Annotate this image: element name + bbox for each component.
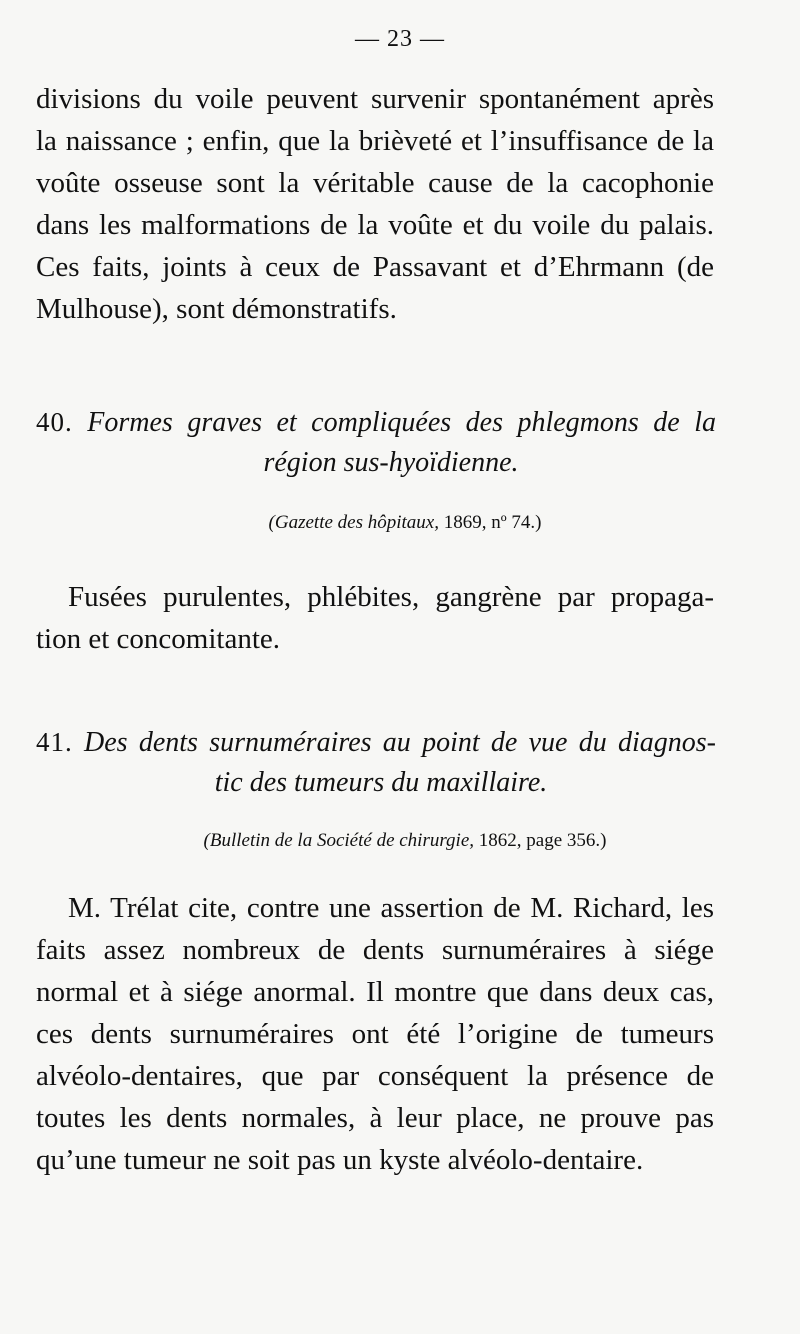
entry-title-text: Des dents surnuméraires au point de vue du diagnos-	[84, 727, 717, 758]
source-detail: 1862, page 356.)	[478, 830, 607, 851]
text-line: ces dents surnuméraires ont été l’origine de tumeurs	[36, 1018, 714, 1050]
entry-number: 40.	[36, 407, 73, 437]
entry-41-title	[36, 722, 716, 803]
text-line: la naissance ; enfin, que la brièveté et l’insuffisance de la	[36, 125, 714, 157]
continuation-paragraph	[36, 78, 714, 330]
text-line: Mulhouse), sont démonstratifs.	[36, 293, 397, 325]
entry-number: 41.	[36, 727, 73, 757]
source-title: (Gazette des hôpitaux,	[268, 512, 439, 533]
entry-40-title	[36, 402, 716, 483]
text-line: voûte osseuse sont la véritable cause de la cacophonie	[36, 167, 714, 199]
entry-title-line: région sus-hyoïdienne.	[263, 447, 519, 478]
text-line: tion et concomitante.	[36, 623, 281, 655]
entry-41-source	[0, 830, 800, 852]
text-line: alvéolo-dentaires, que par conséquent la présence de	[36, 1060, 714, 1092]
source-detail: 1869, nº 74.)	[443, 512, 542, 533]
text-line: divisions du voile peuvent survenir spontanément après	[36, 83, 714, 115]
entry-40-paragraph	[36, 576, 714, 660]
entry-title-text: Formes graves et compliquées des phlegmons de la	[87, 407, 717, 438]
entry-title-line	[36, 402, 716, 443]
entry-title-line: tic des tumeurs du maxillaire.	[214, 767, 548, 798]
entry-title-line	[36, 722, 716, 763]
text-line: dans les malformations de la voûte et du voile du palais.	[36, 209, 714, 241]
text-line: qu’une tumeur ne soit pas un kyste alvéolo-dentaire.	[36, 1144, 644, 1176]
text-line: M. Trélat cite, contre une assertion de M. Richard, les	[68, 892, 714, 924]
source-title: (Bulletin de la Société de chirurgie,	[203, 830, 475, 851]
text-line: Fusées purulentes, phlébites, gangrène par propaga-	[68, 581, 714, 613]
text-line: toutes les dents normales, à leur place, ne prouve pas	[36, 1102, 714, 1134]
page-number: — 23 —	[355, 26, 445, 52]
entry-40-source	[0, 512, 800, 534]
entry-41-paragraph	[36, 887, 714, 1181]
text-line: normal et à siége anormal. Il montre que dans deux cas,	[36, 976, 714, 1008]
text-line: Ces faits, joints à ceux de Passavant et d’Ehrmann (de	[36, 251, 714, 283]
text-line: faits assez nombreux de dents surnuméraires à siége	[36, 934, 714, 966]
